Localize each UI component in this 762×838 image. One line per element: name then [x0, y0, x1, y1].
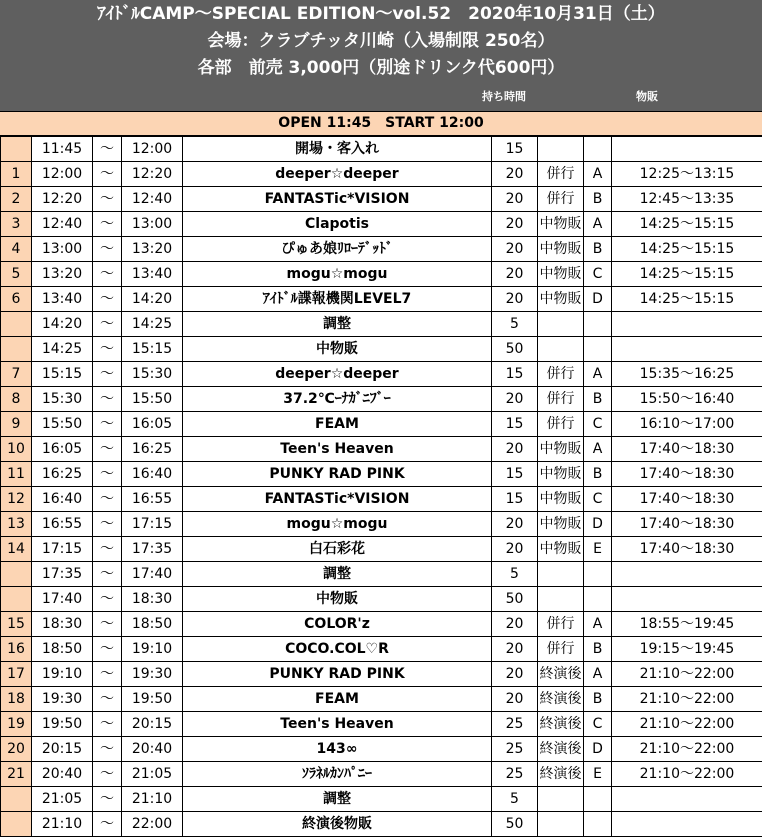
duration: 20: [492, 687, 538, 712]
table-row: [1, 362, 762, 387]
merch-time: [612, 337, 762, 362]
merch-slot: C: [584, 487, 612, 512]
table-row: [1, 337, 762, 362]
merch-slot: [584, 137, 612, 162]
merch-mode: 中物販: [538, 462, 584, 487]
time-separator: ～: [93, 187, 122, 212]
act-name: 143∞: [183, 737, 492, 762]
merch-mode: 終演後: [538, 712, 584, 737]
duration: 25: [492, 712, 538, 737]
duration: 20: [492, 437, 538, 462]
merch-mode: 併行: [538, 187, 584, 212]
table-row: [1, 287, 762, 312]
duration: 20: [492, 512, 538, 537]
act-name: Teen's Heaven: [183, 437, 492, 462]
row-number: 16: [1, 637, 32, 662]
end-time: 20:15: [122, 712, 183, 737]
duration: 20: [492, 387, 538, 412]
merch-slot: [584, 562, 612, 587]
duration: 50: [492, 812, 538, 837]
duration: 20: [492, 612, 538, 637]
time-separator: ～: [93, 787, 122, 812]
merch-slot: [584, 312, 612, 337]
merch-mode: 中物販: [538, 237, 584, 262]
merch-mode: 中物販: [538, 437, 584, 462]
act-name: 開場・客入れ: [183, 137, 492, 162]
merch-slot: A: [584, 362, 612, 387]
end-time: 15:15: [122, 337, 183, 362]
row-number: [1, 312, 32, 337]
merch-time: [612, 787, 762, 812]
time-separator: ～: [93, 212, 122, 237]
merch-time: [612, 312, 762, 337]
merch-slot: B: [584, 237, 612, 262]
merch-slot: A: [584, 162, 612, 187]
act-name: ｿﾗﾈﾙｶﾝﾊﾟﾆｰ: [183, 762, 492, 787]
start-time: 13:40: [32, 287, 93, 312]
merch-slot: A: [584, 437, 612, 462]
act-name: deeper☆deeper: [183, 162, 492, 187]
merch-slot: [584, 787, 612, 812]
merch-mode: 終演後: [538, 687, 584, 712]
table-row: [1, 637, 762, 662]
start-time: 21:05: [32, 787, 93, 812]
row-number: 1: [1, 162, 32, 187]
table-row: [1, 162, 762, 187]
time-separator: ～: [93, 812, 122, 837]
act-name: PUNKY RAD PINK: [183, 462, 492, 487]
merch-time: 15:35～16:25: [612, 362, 762, 387]
end-time: 21:10: [122, 787, 183, 812]
merch-time: 16:10～17:00: [612, 412, 762, 437]
table-row: [1, 812, 762, 837]
start-time: 19:10: [32, 662, 93, 687]
time-separator: ～: [93, 387, 122, 412]
schedule-table: [0, 136, 762, 837]
duration: 15: [492, 362, 538, 387]
time-separator: ～: [93, 612, 122, 637]
duration: 20: [492, 262, 538, 287]
merch-mode: [538, 312, 584, 337]
time-separator: ～: [93, 362, 122, 387]
merch-time: 18:55～19:45: [612, 612, 762, 637]
time-separator: ～: [93, 462, 122, 487]
merch-time: 21:10～22:00: [612, 662, 762, 687]
time-separator: ～: [93, 562, 122, 587]
end-time: 16:25: [122, 437, 183, 462]
start-time: 19:50: [32, 712, 93, 737]
table-row: [1, 462, 762, 487]
table-row: [1, 387, 762, 412]
price-line: 各部 前売 3,000円（別途ドリンク代600円）: [197, 58, 565, 78]
act-name: COCO.COL♡R: [183, 637, 492, 662]
act-name: 白石彩花: [183, 537, 492, 562]
act-name: 調整: [183, 562, 492, 587]
start-time: 14:20: [32, 312, 93, 337]
end-time: 21:05: [122, 762, 183, 787]
end-time: 16:40: [122, 462, 183, 487]
merch-mode: 終演後: [538, 737, 584, 762]
merch-slot: C: [584, 262, 612, 287]
table-row: [1, 662, 762, 687]
duration: 20: [492, 212, 538, 237]
duration: 5: [492, 787, 538, 812]
merch-mode: 終演後: [538, 762, 584, 787]
time-separator: ～: [93, 312, 122, 337]
end-time: 17:40: [122, 562, 183, 587]
event-header: [0, 0, 762, 111]
row-number: 11: [1, 462, 32, 487]
merch-time: [612, 587, 762, 612]
time-separator: ～: [93, 237, 122, 262]
start-time: 20:40: [32, 762, 93, 787]
merch-mode: 中物販: [538, 487, 584, 512]
duration: 50: [492, 587, 538, 612]
table-row: [1, 137, 762, 162]
merch-mode: 中物販: [538, 287, 584, 312]
row-number: [1, 562, 32, 587]
merch-time: 21:10～22:00: [612, 737, 762, 762]
row-number: 4: [1, 237, 32, 262]
end-time: 16:05: [122, 412, 183, 437]
merch-time: [612, 137, 762, 162]
merch-time: [612, 812, 762, 837]
merch-time: 14:25～15:15: [612, 262, 762, 287]
duration: 25: [492, 737, 538, 762]
row-number: 14: [1, 537, 32, 562]
row-number: [1, 137, 32, 162]
act-name: FANTASTic*VISION: [183, 187, 492, 212]
act-name: 37.2℃ｰﾅｶﾞﾆﾌﾞｰ: [183, 387, 492, 412]
row-number: 21: [1, 762, 32, 787]
time-separator: ～: [93, 762, 122, 787]
time-separator: ～: [93, 662, 122, 687]
act-name: Teen's Heaven: [183, 712, 492, 737]
time-separator: ～: [93, 512, 122, 537]
merch-mode: 併行: [538, 412, 584, 437]
merch-time: 17:40～18:30: [612, 462, 762, 487]
merch-time: 14:25～15:15: [612, 287, 762, 312]
table-row: [1, 562, 762, 587]
start-time: 15:15: [32, 362, 93, 387]
merch-time: 21:10～22:00: [612, 712, 762, 737]
duration: 15: [492, 137, 538, 162]
start-time: 16:05: [32, 437, 93, 462]
merch-slot: B: [584, 462, 612, 487]
row-number: 19: [1, 712, 32, 737]
time-separator: ～: [93, 137, 122, 162]
row-number: [1, 787, 32, 812]
end-time: 16:55: [122, 487, 183, 512]
act-name: 調整: [183, 312, 492, 337]
schedule-rows: [1, 137, 762, 837]
act-name: Clapotis: [183, 212, 492, 237]
act-name: deeper☆deeper: [183, 362, 492, 387]
duration: 15: [492, 462, 538, 487]
merch-slot: B: [584, 387, 612, 412]
end-time: 13:40: [122, 262, 183, 287]
merch-slot: C: [584, 412, 612, 437]
merch-time: 15:50～16:40: [612, 387, 762, 412]
start-time: 13:20: [32, 262, 93, 287]
end-time: 13:00: [122, 212, 183, 237]
start-time: 17:40: [32, 587, 93, 612]
row-number: 20: [1, 737, 32, 762]
duration: 15: [492, 487, 538, 512]
table-row: [1, 537, 762, 562]
merch-slot: B: [584, 687, 612, 712]
end-time: 19:50: [122, 687, 183, 712]
start-time: 14:25: [32, 337, 93, 362]
start-time: 16:55: [32, 512, 93, 537]
merch-time: 21:10～22:00: [612, 762, 762, 787]
table-row: [1, 437, 762, 462]
act-name: 中物販: [183, 587, 492, 612]
duration: 20: [492, 637, 538, 662]
merch-slot: D: [584, 737, 612, 762]
merch-mode: 併行: [538, 387, 584, 412]
end-time: 15:50: [122, 387, 183, 412]
table-row: [1, 212, 762, 237]
merch-time: 17:40～18:30: [612, 537, 762, 562]
row-number: 15: [1, 612, 32, 637]
row-number: 2: [1, 187, 32, 212]
merch-slot: D: [584, 287, 612, 312]
table-row: [1, 312, 762, 337]
end-time: 14:25: [122, 312, 183, 337]
duration: 20: [492, 662, 538, 687]
time-separator: ～: [93, 537, 122, 562]
time-separator: ～: [93, 737, 122, 762]
merch-mode: [538, 812, 584, 837]
end-time: 22:00: [122, 812, 183, 837]
end-time: 19:30: [122, 662, 183, 687]
table-row: [1, 262, 762, 287]
table-row: [1, 687, 762, 712]
end-time: 12:20: [122, 162, 183, 187]
merch-time: 19:15～19:45: [612, 637, 762, 662]
start-time: 15:50: [32, 412, 93, 437]
time-separator: ～: [93, 687, 122, 712]
act-name: FANTASTic*VISION: [183, 487, 492, 512]
merch-slot: B: [584, 637, 612, 662]
event-title: ｱｲﾄﾞﾙCAMP～SPECIAL EDITION～vol.52 2020年10月31日（土）: [97, 4, 665, 24]
merch-mode: [538, 787, 584, 812]
end-time: 19:10: [122, 637, 183, 662]
act-name: FEAM: [183, 687, 492, 712]
start-time: 20:15: [32, 737, 93, 762]
merch-time: 17:40～18:30: [612, 512, 762, 537]
merch-slot: D: [584, 512, 612, 537]
merch-mode: 中物販: [538, 537, 584, 562]
start-time: 18:30: [32, 612, 93, 637]
time-separator: ～: [93, 587, 122, 612]
row-number: 12: [1, 487, 32, 512]
merch-slot: A: [584, 662, 612, 687]
row-number: 5: [1, 262, 32, 287]
start-time: 11:45: [32, 137, 93, 162]
merch-mode: 中物販: [538, 512, 584, 537]
duration: 20: [492, 162, 538, 187]
venue-line: 会場：クラブチッタ川崎（入場制限 250名）: [207, 31, 555, 51]
start-time: 12:20: [32, 187, 93, 212]
time-separator: ～: [93, 287, 122, 312]
row-number: [1, 587, 32, 612]
table-row: [1, 587, 762, 612]
start-time: 16:40: [32, 487, 93, 512]
act-name: 調整: [183, 787, 492, 812]
act-name: 終演後物販: [183, 812, 492, 837]
merch-mode: [538, 337, 584, 362]
merch-mode: 併行: [538, 162, 584, 187]
merch-time: 14:25～15:15: [612, 212, 762, 237]
act-name: ぴゅあ娘ﾘﾛｰﾃﾞｯﾄﾞ: [183, 237, 492, 262]
end-time: 18:30: [122, 587, 183, 612]
act-name: mogu☆mogu: [183, 262, 492, 287]
act-name: PUNKY RAD PINK: [183, 662, 492, 687]
duration: 5: [492, 562, 538, 587]
table-row: [1, 787, 762, 812]
table-row: [1, 487, 762, 512]
act-name: FEAM: [183, 412, 492, 437]
merch-mode: 併行: [538, 637, 584, 662]
end-time: 12:40: [122, 187, 183, 212]
end-time: 14:20: [122, 287, 183, 312]
merch-slot: A: [584, 212, 612, 237]
duration: 5: [492, 312, 538, 337]
merch-slot: B: [584, 187, 612, 212]
start-time: 15:30: [32, 387, 93, 412]
merch-slot: E: [584, 537, 612, 562]
duration: 20: [492, 537, 538, 562]
merch-slot: [584, 812, 612, 837]
time-separator: ～: [93, 712, 122, 737]
time-separator: ～: [93, 637, 122, 662]
merch-mode: [538, 587, 584, 612]
merch-time: 17:40～18:30: [612, 437, 762, 462]
start-time: 12:00: [32, 162, 93, 187]
time-separator: ～: [93, 487, 122, 512]
row-number: 8: [1, 387, 32, 412]
merch-mode: [538, 137, 584, 162]
merch-mode: 終演後: [538, 662, 584, 687]
merch-time: 14:25～15:15: [612, 237, 762, 262]
table-row: [1, 187, 762, 212]
end-time: 20:40: [122, 737, 183, 762]
merch-time: 17:40～18:30: [612, 487, 762, 512]
open-start-band: OPEN 11:45 START 12:00: [0, 111, 762, 136]
end-time: 17:15: [122, 512, 183, 537]
duration: 25: [492, 762, 538, 787]
duration: 20: [492, 187, 538, 212]
merch-slot: [584, 587, 612, 612]
merch-mode: [538, 562, 584, 587]
merch-time: 12:45～13:35: [612, 187, 762, 212]
table-row: [1, 512, 762, 537]
merch-slot: E: [584, 762, 612, 787]
table-row: [1, 412, 762, 437]
table-row: [1, 612, 762, 637]
table-row: [1, 712, 762, 737]
time-separator: ～: [93, 412, 122, 437]
table-row: [1, 237, 762, 262]
row-number: 3: [1, 212, 32, 237]
row-number: 9: [1, 412, 32, 437]
start-time: 19:30: [32, 687, 93, 712]
time-separator: ～: [93, 437, 122, 462]
merch-time: 12:25～13:15: [612, 162, 762, 187]
row-number: 10: [1, 437, 32, 462]
end-time: 15:30: [122, 362, 183, 387]
row-number: 7: [1, 362, 32, 387]
time-separator: ～: [93, 262, 122, 287]
merch-column-header: 物販: [636, 90, 658, 103]
merch-slot: [584, 337, 612, 362]
merch-mode: 併行: [538, 612, 584, 637]
start-time: 17:35: [32, 562, 93, 587]
merch-mode: 併行: [538, 362, 584, 387]
start-time: 16:25: [32, 462, 93, 487]
merch-mode: 中物販: [538, 262, 584, 287]
act-name: COLOR'z: [183, 612, 492, 637]
start-time: 21:10: [32, 812, 93, 837]
row-number: 6: [1, 287, 32, 312]
merch-time: [612, 562, 762, 587]
duration: 20: [492, 287, 538, 312]
duration-column-header: 持ち時間: [482, 90, 526, 103]
duration: 50: [492, 337, 538, 362]
table-row: [1, 762, 762, 787]
start-time: 12:40: [32, 212, 93, 237]
end-time: 18:50: [122, 612, 183, 637]
end-time: 13:20: [122, 237, 183, 262]
duration: 20: [492, 237, 538, 262]
act-name: mogu☆mogu: [183, 512, 492, 537]
merch-slot: A: [584, 612, 612, 637]
row-number: 13: [1, 512, 32, 537]
merch-slot: C: [584, 712, 612, 737]
start-time: 13:00: [32, 237, 93, 262]
row-number: [1, 337, 32, 362]
act-name: ｱｲﾄﾞﾙ諜報機関LEVEL7: [183, 287, 492, 312]
row-number: 18: [1, 687, 32, 712]
duration: 15: [492, 412, 538, 437]
time-separator: ～: [93, 162, 122, 187]
end-time: 12:00: [122, 137, 183, 162]
row-number: 17: [1, 662, 32, 687]
end-time: 17:35: [122, 537, 183, 562]
table-row: [1, 737, 762, 762]
row-number: [1, 812, 32, 837]
merch-mode: 中物販: [538, 212, 584, 237]
act-name: 中物販: [183, 337, 492, 362]
time-separator: ～: [93, 337, 122, 362]
merch-time: 21:10～22:00: [612, 687, 762, 712]
start-time: 17:15: [32, 537, 93, 562]
start-time: 18:50: [32, 637, 93, 662]
